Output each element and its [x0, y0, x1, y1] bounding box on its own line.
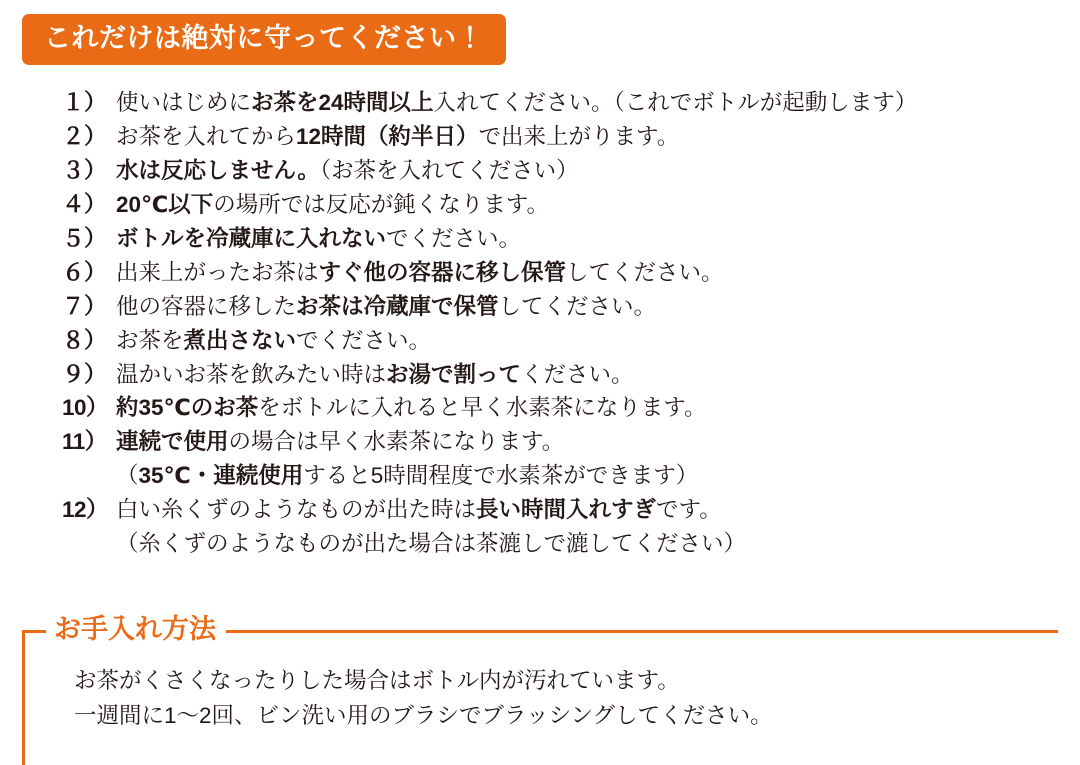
- rule-text: [116, 494, 1080, 526]
- rule-text-plain: 入れてください。（これでボトルが起動します）: [433, 90, 918, 115]
- rule-text: [116, 528, 1080, 560]
- rule-number: ８）: [62, 327, 107, 353]
- rule-text-plain: 温かいお茶を飲みたい時は: [116, 361, 387, 387]
- rule-text-emphasis: すぐ他の容器に移し保管: [318, 259, 567, 285]
- rule-text-plain: お茶を入れてから: [116, 123, 297, 149]
- care-line: 一週間に1〜2回、ビン洗い用のブラシでブラッシングしてください。: [74, 702, 773, 728]
- rule-text-plain: お茶を: [116, 327, 184, 353]
- rule-text-plain: （お茶を入れてください）: [319, 157, 579, 183]
- rule-text-emphasis: 12時間（約半日）: [296, 123, 479, 149]
- rule-text-plain: 他の容器に移した: [116, 293, 297, 319]
- rule-text-plain: でください。: [296, 327, 432, 353]
- care-line: お茶がくさくなったりした場合はボトル内が汚れています。: [74, 668, 680, 693]
- rule-number: 11）: [62, 429, 107, 455]
- rule-text-plain: 出来上がったお茶は: [116, 259, 319, 285]
- rule-text-plain: 白い糸くずのようなものが出た時は: [116, 497, 477, 523]
- rule-text-plain: をボトルに入れると早く水素茶になります。: [258, 395, 707, 421]
- rule-number: ５）: [62, 225, 107, 251]
- rule-number: 12）: [62, 497, 109, 523]
- warning-banner: これだけは絶対に守ってください！: [22, 14, 506, 65]
- rule-number: ６）: [62, 259, 107, 285]
- care-section-body: [74, 664, 773, 734]
- rule-text: [116, 87, 1080, 119]
- rule-number: ２）: [62, 123, 107, 149]
- rule-text-emphasis: お茶を24時間以上: [251, 90, 434, 115]
- rule-text-plain: （糸くずのようなものが出た場合は茶漉しで漉してください）: [116, 531, 747, 557]
- rule-text: [116, 426, 1080, 458]
- rule-text-plain: ください。: [521, 361, 634, 387]
- rules-list: [0, 87, 1080, 560]
- rule-text-emphasis: 20℃以下: [116, 191, 214, 217]
- rule-item: [62, 494, 1080, 526]
- rule-item: [62, 223, 1080, 255]
- care-section: [22, 612, 1058, 765]
- rule-text-plain: （: [116, 463, 139, 489]
- rule-text: [116, 392, 1080, 424]
- rule-text-plain: してください。: [566, 259, 724, 285]
- rule-item: [62, 87, 1080, 119]
- rule-text-emphasis: 35℃・連続使用: [138, 463, 304, 489]
- rule-text-emphasis: ボトルを冷蔵庫に入れない: [116, 225, 387, 251]
- rule-number: ３）: [62, 157, 107, 183]
- rule-text: [116, 460, 1080, 492]
- banner-container: [0, 0, 1080, 65]
- rule-text-plain: してください。: [498, 293, 657, 319]
- rule-text-emphasis: 煮出さない: [183, 327, 297, 353]
- rule-item: [62, 528, 1080, 560]
- care-section-title: お手入れ方法: [46, 612, 226, 647]
- rule-item: [62, 291, 1080, 323]
- rule-text: [116, 291, 1080, 323]
- rule-text-emphasis: 約35℃のお茶: [116, 395, 259, 421]
- rule-text-emphasis: 水は反応しません。: [116, 157, 320, 183]
- rule-text: [116, 325, 1080, 357]
- rule-text-plain: の場合は早く水素茶になります。: [228, 429, 565, 455]
- rule-number: 10）: [62, 395, 109, 421]
- rule-item: [62, 325, 1080, 357]
- rule-text: [116, 121, 1080, 153]
- rule-text: [116, 359, 1080, 391]
- rule-item: [62, 257, 1080, 289]
- rule-item: [62, 359, 1080, 391]
- rule-item: [62, 121, 1080, 153]
- rule-text: [116, 257, 1080, 289]
- rule-text-emphasis: 長い時間入れすぎ: [476, 497, 657, 523]
- rule-text-emphasis: お湯で割って: [386, 361, 522, 387]
- rule-text-emphasis: 連続で使用: [116, 429, 229, 455]
- rule-text-plain: 使いはじめに: [116, 90, 252, 115]
- rule-text: [116, 155, 1080, 187]
- rule-text-plain: です。: [656, 497, 722, 523]
- rule-text: [116, 223, 1080, 255]
- rule-text-plain: の場所では反応が鈍くなります。: [213, 191, 549, 217]
- rule-number: ４）: [62, 191, 107, 217]
- rule-text: [116, 189, 1080, 221]
- rule-item: [62, 189, 1080, 221]
- rule-item: [62, 392, 1080, 424]
- rule-text-emphasis: お茶は冷蔵庫で保管: [296, 293, 499, 319]
- rule-text-plain: でください。: [386, 225, 522, 251]
- rule-number: １）: [62, 90, 107, 115]
- rule-number: ９）: [62, 361, 107, 387]
- rule-item: [62, 460, 1080, 492]
- rule-item: [62, 155, 1080, 187]
- rule-text-plain: で出来上がります。: [478, 123, 680, 149]
- rule-item: [62, 426, 1080, 458]
- rule-number: ７）: [62, 293, 107, 319]
- rule-text-plain: すると5時間程度で水素茶ができます）: [303, 463, 699, 489]
